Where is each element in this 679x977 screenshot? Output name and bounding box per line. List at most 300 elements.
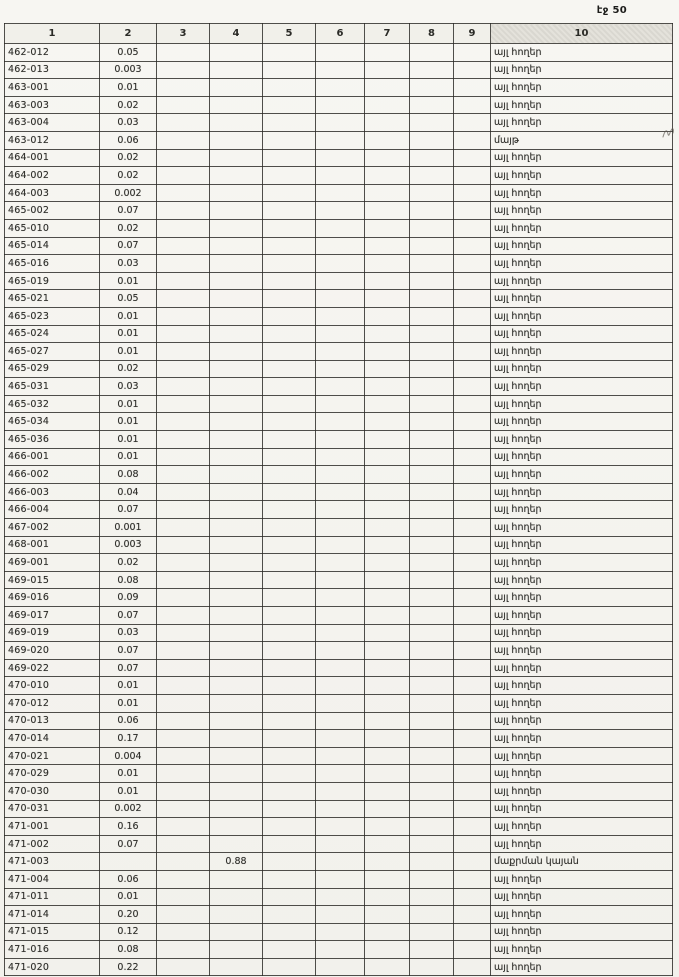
empty-cell bbox=[316, 483, 365, 501]
col4-value-cell bbox=[210, 694, 263, 712]
col4-value-cell bbox=[210, 360, 263, 378]
empty-cell bbox=[316, 730, 365, 748]
parcel-code-cell: 465-002 bbox=[5, 202, 100, 220]
col4-value-cell bbox=[210, 571, 263, 589]
area-value-cell: 0.22 bbox=[100, 958, 157, 976]
table-row bbox=[5, 96, 673, 114]
empty-cell bbox=[157, 307, 210, 325]
empty-cell bbox=[365, 413, 410, 431]
area-value-cell: 0.20 bbox=[100, 906, 157, 924]
land-type-cell: այլ հողեր bbox=[491, 360, 673, 378]
area-value-cell: 0.07 bbox=[100, 659, 157, 677]
empty-cell bbox=[365, 167, 410, 185]
empty-cell bbox=[316, 853, 365, 871]
parcel-code-cell: 466-002 bbox=[5, 466, 100, 484]
table-row bbox=[5, 184, 673, 202]
empty-cell bbox=[410, 272, 454, 290]
table-row bbox=[5, 659, 673, 677]
area-value-cell: 0.05 bbox=[100, 44, 157, 62]
empty-cell bbox=[263, 536, 316, 554]
area-value-cell: 0.08 bbox=[100, 941, 157, 959]
empty-cell bbox=[263, 923, 316, 941]
area-value-cell: 0.003 bbox=[100, 61, 157, 79]
col4-value-cell bbox=[210, 747, 263, 765]
empty-cell bbox=[263, 237, 316, 255]
empty-cell bbox=[157, 958, 210, 976]
empty-cell bbox=[263, 941, 316, 959]
col4-value-cell bbox=[210, 941, 263, 959]
col4-value-cell bbox=[210, 219, 263, 237]
column-header-1: 1 bbox=[5, 24, 100, 44]
empty-cell bbox=[316, 79, 365, 97]
area-value-cell: 0.01 bbox=[100, 431, 157, 449]
empty-cell bbox=[410, 378, 454, 396]
area-value-cell bbox=[100, 853, 157, 871]
land-type-cell: այլ հողեր bbox=[491, 870, 673, 888]
col4-value-cell bbox=[210, 237, 263, 255]
col4-value-cell bbox=[210, 431, 263, 449]
empty-cell bbox=[263, 272, 316, 290]
table-row bbox=[5, 765, 673, 783]
empty-cell bbox=[263, 413, 316, 431]
empty-cell bbox=[316, 272, 365, 290]
parcel-code-cell: 465-034 bbox=[5, 413, 100, 431]
empty-cell bbox=[365, 536, 410, 554]
empty-cell bbox=[410, 255, 454, 273]
empty-cell bbox=[263, 378, 316, 396]
area-value-cell: 0.08 bbox=[100, 466, 157, 484]
land-type-cell: մաքրման կայան bbox=[491, 853, 673, 871]
parcel-code-cell: 471-020 bbox=[5, 958, 100, 976]
empty-cell bbox=[410, 870, 454, 888]
empty-cell bbox=[454, 782, 491, 800]
table-row bbox=[5, 747, 673, 765]
empty-cell bbox=[410, 307, 454, 325]
col4-value-cell bbox=[210, 501, 263, 519]
empty-cell bbox=[157, 131, 210, 149]
empty-cell bbox=[157, 44, 210, 62]
land-type-cell: այլ հողեր bbox=[491, 747, 673, 765]
col4-value-cell bbox=[210, 184, 263, 202]
area-value-cell: 0.07 bbox=[100, 501, 157, 519]
empty-cell bbox=[263, 395, 316, 413]
empty-cell bbox=[157, 712, 210, 730]
area-value-cell: 0.12 bbox=[100, 923, 157, 941]
empty-cell bbox=[263, 483, 316, 501]
table-row bbox=[5, 958, 673, 976]
empty-cell bbox=[410, 730, 454, 748]
empty-cell bbox=[410, 167, 454, 185]
table-row bbox=[5, 431, 673, 449]
empty-cell bbox=[263, 131, 316, 149]
empty-cell bbox=[316, 870, 365, 888]
empty-cell bbox=[157, 483, 210, 501]
col4-value-cell bbox=[210, 343, 263, 361]
empty-cell bbox=[365, 343, 410, 361]
empty-cell bbox=[454, 642, 491, 660]
empty-cell bbox=[316, 219, 365, 237]
col4-value-cell bbox=[210, 395, 263, 413]
table-row bbox=[5, 835, 673, 853]
empty-cell bbox=[157, 519, 210, 537]
land-type-cell: այլ հողեր bbox=[491, 290, 673, 308]
empty-cell bbox=[410, 941, 454, 959]
empty-cell bbox=[454, 307, 491, 325]
empty-cell bbox=[157, 343, 210, 361]
land-type-cell: այլ հողեր bbox=[491, 149, 673, 167]
land-type-cell: այլ հողեր bbox=[491, 184, 673, 202]
empty-cell bbox=[263, 307, 316, 325]
empty-cell bbox=[410, 835, 454, 853]
empty-cell bbox=[410, 237, 454, 255]
table-row bbox=[5, 290, 673, 308]
column-header-9: 9 bbox=[454, 24, 491, 44]
empty-cell bbox=[316, 923, 365, 941]
table-row bbox=[5, 343, 673, 361]
land-type-cell: այլ հողեր bbox=[491, 677, 673, 695]
empty-cell bbox=[454, 888, 491, 906]
empty-cell bbox=[316, 589, 365, 607]
area-value-cell: 0.01 bbox=[100, 888, 157, 906]
parcel-code-cell: 470-014 bbox=[5, 730, 100, 748]
empty-cell bbox=[454, 624, 491, 642]
area-value-cell: 0.07 bbox=[100, 237, 157, 255]
table-row bbox=[5, 519, 673, 537]
empty-cell bbox=[365, 853, 410, 871]
parcel-code-cell: 464-003 bbox=[5, 184, 100, 202]
table-row bbox=[5, 694, 673, 712]
table-row bbox=[5, 571, 673, 589]
empty-cell bbox=[410, 659, 454, 677]
table-row bbox=[5, 131, 673, 149]
land-type-cell: այլ հողեր bbox=[491, 607, 673, 625]
table-row bbox=[5, 307, 673, 325]
parcel-code-cell: 471-002 bbox=[5, 835, 100, 853]
empty-cell bbox=[316, 571, 365, 589]
land-type-cell: այլ հողեր bbox=[491, 571, 673, 589]
table-row bbox=[5, 61, 673, 79]
empty-cell bbox=[454, 800, 491, 818]
land-type-cell: մայթ bbox=[491, 131, 673, 149]
empty-cell bbox=[316, 835, 365, 853]
table-row bbox=[5, 536, 673, 554]
col4-value-cell bbox=[210, 835, 263, 853]
col4-value-cell: 0.88 bbox=[210, 853, 263, 871]
empty-cell bbox=[365, 571, 410, 589]
empty-cell bbox=[157, 941, 210, 959]
empty-cell bbox=[365, 272, 410, 290]
table-row bbox=[5, 607, 673, 625]
land-type-cell: այլ հողեր bbox=[491, 659, 673, 677]
col4-value-cell bbox=[210, 712, 263, 730]
column-header-7: 7 bbox=[365, 24, 410, 44]
area-value-cell: 0.07 bbox=[100, 835, 157, 853]
empty-cell bbox=[365, 958, 410, 976]
table-row bbox=[5, 149, 673, 167]
land-type-cell: այլ հողեր bbox=[491, 501, 673, 519]
area-value-cell: 0.06 bbox=[100, 131, 157, 149]
empty-cell bbox=[263, 730, 316, 748]
empty-cell bbox=[263, 958, 316, 976]
empty-cell bbox=[263, 431, 316, 449]
empty-cell bbox=[410, 343, 454, 361]
column-header-3: 3 bbox=[157, 24, 210, 44]
land-type-cell: այլ հողեր bbox=[491, 712, 673, 730]
land-type-cell: այլ հողեր bbox=[491, 958, 673, 976]
land-type-cell: այլ հողեր bbox=[491, 413, 673, 431]
col4-value-cell bbox=[210, 378, 263, 396]
empty-cell bbox=[454, 941, 491, 959]
empty-cell bbox=[157, 571, 210, 589]
empty-cell bbox=[365, 554, 410, 572]
col4-value-cell bbox=[210, 483, 263, 501]
empty-cell bbox=[454, 659, 491, 677]
page-number: էջ 50 bbox=[596, 5, 627, 16]
empty-cell bbox=[365, 219, 410, 237]
table-row bbox=[5, 79, 673, 97]
empty-cell bbox=[410, 923, 454, 941]
empty-cell bbox=[157, 325, 210, 343]
land-type-cell: այլ հողեր bbox=[491, 237, 673, 255]
empty-cell bbox=[263, 114, 316, 132]
parcel-code-cell: 471-014 bbox=[5, 906, 100, 924]
land-type-cell: այլ հողեր bbox=[491, 554, 673, 572]
empty-cell bbox=[410, 818, 454, 836]
empty-cell bbox=[410, 519, 454, 537]
col4-value-cell bbox=[210, 325, 263, 343]
empty-cell bbox=[316, 694, 365, 712]
empty-cell bbox=[454, 202, 491, 220]
empty-cell bbox=[454, 589, 491, 607]
empty-cell bbox=[410, 483, 454, 501]
empty-cell bbox=[410, 888, 454, 906]
land-type-cell: այլ հողեր bbox=[491, 307, 673, 325]
empty-cell bbox=[410, 624, 454, 642]
empty-cell bbox=[454, 923, 491, 941]
table-row bbox=[5, 395, 673, 413]
col4-value-cell bbox=[210, 96, 263, 114]
table-row bbox=[5, 114, 673, 132]
parcel-code-cell: 465-021 bbox=[5, 290, 100, 308]
empty-cell bbox=[157, 659, 210, 677]
area-value-cell: 0.05 bbox=[100, 290, 157, 308]
empty-cell bbox=[454, 536, 491, 554]
land-type-cell: այլ հողեր bbox=[491, 624, 673, 642]
empty-cell bbox=[157, 61, 210, 79]
empty-cell bbox=[365, 519, 410, 537]
land-type-cell: այլ հողեր bbox=[491, 694, 673, 712]
col4-value-cell bbox=[210, 554, 263, 572]
empty-cell bbox=[410, 501, 454, 519]
parcel-code-cell: 470-012 bbox=[5, 694, 100, 712]
empty-cell bbox=[365, 184, 410, 202]
empty-cell bbox=[157, 642, 210, 660]
empty-cell bbox=[454, 325, 491, 343]
empty-cell bbox=[263, 149, 316, 167]
empty-cell bbox=[263, 360, 316, 378]
empty-cell bbox=[157, 360, 210, 378]
empty-cell bbox=[263, 466, 316, 484]
parcel-code-cell: 466-004 bbox=[5, 501, 100, 519]
empty-cell bbox=[365, 589, 410, 607]
table-row bbox=[5, 360, 673, 378]
empty-cell bbox=[316, 554, 365, 572]
empty-cell bbox=[263, 765, 316, 783]
empty-cell bbox=[365, 395, 410, 413]
empty-cell bbox=[454, 167, 491, 185]
parcel-code-cell: 466-003 bbox=[5, 483, 100, 501]
empty-cell bbox=[157, 466, 210, 484]
empty-cell bbox=[316, 202, 365, 220]
empty-cell bbox=[263, 61, 316, 79]
area-value-cell: 0.02 bbox=[100, 149, 157, 167]
empty-cell bbox=[410, 765, 454, 783]
empty-cell bbox=[365, 307, 410, 325]
empty-cell bbox=[316, 149, 365, 167]
empty-cell bbox=[157, 202, 210, 220]
table-row bbox=[5, 237, 673, 255]
land-type-cell: այլ հողեր bbox=[491, 888, 673, 906]
column-header-5: 5 bbox=[263, 24, 316, 44]
land-type-cell: այլ հողեր bbox=[491, 325, 673, 343]
col4-value-cell bbox=[210, 607, 263, 625]
empty-cell bbox=[410, 61, 454, 79]
empty-cell bbox=[263, 888, 316, 906]
empty-cell bbox=[410, 906, 454, 924]
table-row bbox=[5, 800, 673, 818]
empty-cell bbox=[316, 818, 365, 836]
empty-cell bbox=[454, 79, 491, 97]
empty-cell bbox=[157, 448, 210, 466]
empty-cell bbox=[157, 747, 210, 765]
empty-cell bbox=[157, 255, 210, 273]
empty-cell bbox=[365, 79, 410, 97]
empty-cell bbox=[365, 747, 410, 765]
column-header-2: 2 bbox=[100, 24, 157, 44]
empty-cell bbox=[157, 96, 210, 114]
empty-cell bbox=[454, 554, 491, 572]
empty-cell bbox=[316, 607, 365, 625]
header-row bbox=[5, 24, 673, 44]
area-value-cell: 0.07 bbox=[100, 607, 157, 625]
parcel-code-cell: 462-012 bbox=[5, 44, 100, 62]
empty-cell bbox=[263, 325, 316, 343]
area-value-cell: 0.02 bbox=[100, 96, 157, 114]
empty-cell bbox=[157, 554, 210, 572]
table-row bbox=[5, 448, 673, 466]
empty-cell bbox=[410, 712, 454, 730]
empty-cell bbox=[454, 571, 491, 589]
area-value-cell: 0.03 bbox=[100, 255, 157, 273]
land-type-cell: այլ հողեր bbox=[491, 272, 673, 290]
empty-cell bbox=[263, 343, 316, 361]
col4-value-cell bbox=[210, 202, 263, 220]
empty-cell bbox=[365, 888, 410, 906]
col4-value-cell bbox=[210, 659, 263, 677]
area-value-cell: 0.01 bbox=[100, 343, 157, 361]
parcel-code-cell: 471-015 bbox=[5, 923, 100, 941]
empty-cell bbox=[365, 712, 410, 730]
land-type-cell: այլ հողեր bbox=[491, 96, 673, 114]
empty-cell bbox=[454, 290, 491, 308]
empty-cell bbox=[316, 536, 365, 554]
empty-cell bbox=[365, 800, 410, 818]
parcel-code-cell: 463-003 bbox=[5, 96, 100, 114]
empty-cell bbox=[454, 343, 491, 361]
col4-value-cell bbox=[210, 79, 263, 97]
empty-cell bbox=[316, 96, 365, 114]
empty-cell bbox=[454, 448, 491, 466]
empty-cell bbox=[157, 694, 210, 712]
empty-cell bbox=[316, 255, 365, 273]
empty-cell bbox=[365, 325, 410, 343]
table-row bbox=[5, 818, 673, 836]
empty-cell bbox=[316, 501, 365, 519]
empty-cell bbox=[263, 219, 316, 237]
empty-cell bbox=[410, 131, 454, 149]
col4-value-cell bbox=[210, 818, 263, 836]
empty-cell bbox=[157, 853, 210, 871]
area-value-cell: 0.01 bbox=[100, 694, 157, 712]
parcel-code-cell: 465-014 bbox=[5, 237, 100, 255]
land-type-cell: այլ հողեր bbox=[491, 835, 673, 853]
empty-cell bbox=[454, 237, 491, 255]
area-value-cell: 0.04 bbox=[100, 483, 157, 501]
table-row bbox=[5, 589, 673, 607]
empty-cell bbox=[454, 395, 491, 413]
empty-cell bbox=[316, 290, 365, 308]
col4-value-cell bbox=[210, 888, 263, 906]
empty-cell bbox=[316, 888, 365, 906]
land-type-cell: այլ հողեր bbox=[491, 536, 673, 554]
empty-cell bbox=[365, 501, 410, 519]
parcel-code-cell: 467-002 bbox=[5, 519, 100, 537]
table-row bbox=[5, 483, 673, 501]
table-row bbox=[5, 923, 673, 941]
table-row bbox=[5, 677, 673, 695]
empty-cell bbox=[157, 149, 210, 167]
area-value-cell: 0.01 bbox=[100, 395, 157, 413]
empty-cell bbox=[157, 835, 210, 853]
empty-cell bbox=[157, 413, 210, 431]
parcel-code-cell: 468-001 bbox=[5, 536, 100, 554]
empty-cell bbox=[454, 413, 491, 431]
empty-cell bbox=[316, 184, 365, 202]
table-row bbox=[5, 554, 673, 572]
land-type-cell: այլ հողեր bbox=[491, 941, 673, 959]
col4-value-cell bbox=[210, 589, 263, 607]
empty-cell bbox=[365, 44, 410, 62]
table-row bbox=[5, 888, 673, 906]
empty-cell bbox=[410, 853, 454, 871]
empty-cell bbox=[316, 431, 365, 449]
area-value-cell: 0.06 bbox=[100, 870, 157, 888]
empty-cell bbox=[157, 501, 210, 519]
empty-cell bbox=[157, 923, 210, 941]
empty-cell bbox=[454, 219, 491, 237]
empty-cell bbox=[454, 906, 491, 924]
parcel-code-cell: 463-004 bbox=[5, 114, 100, 132]
empty-cell bbox=[263, 782, 316, 800]
empty-cell bbox=[365, 941, 410, 959]
empty-cell bbox=[263, 818, 316, 836]
empty-cell bbox=[454, 44, 491, 62]
empty-cell bbox=[454, 272, 491, 290]
empty-cell bbox=[454, 149, 491, 167]
empty-cell bbox=[157, 607, 210, 625]
empty-cell bbox=[263, 571, 316, 589]
empty-cell bbox=[454, 131, 491, 149]
